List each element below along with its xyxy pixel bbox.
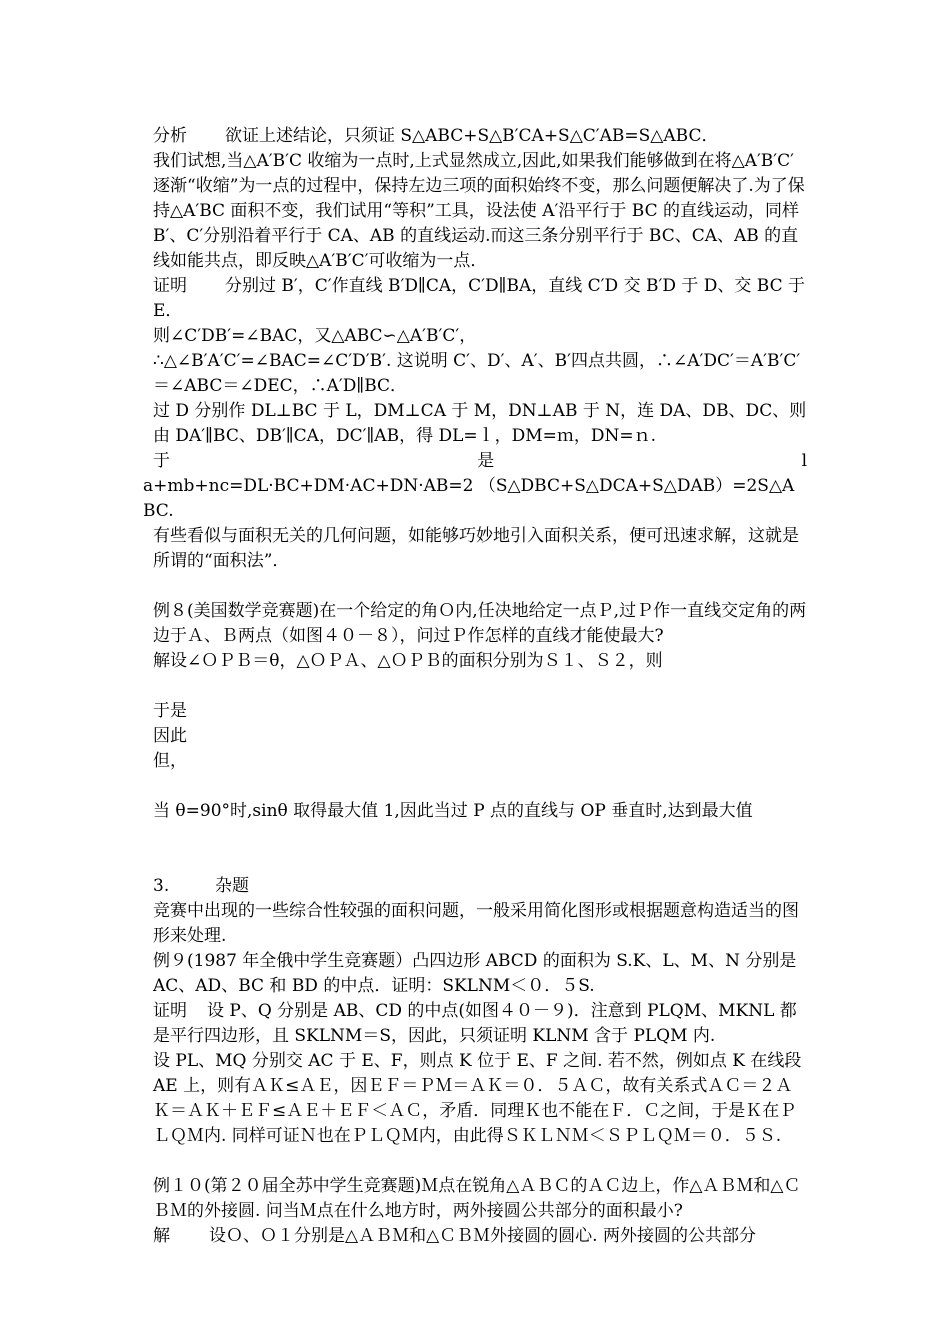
blank-line xyxy=(143,849,807,874)
word-yushi: 于是 xyxy=(153,701,187,721)
spread-word-1: 于 xyxy=(153,451,170,471)
example-9-paragraph: 例９(1987 年全俄中学生竞赛题）凸四边形 ABCD 的面积为 S.K、L、M、N 分别是 AC、AD、BC 和 BD 的中点．证明：SKLNM＜０．５S. xyxy=(153,951,797,996)
section-3-intro: 竞赛中出现的一些综合性较强的面积问题，一般采用简化图形或根据题意构造适当的图形来处理. xyxy=(153,901,799,946)
blank-line xyxy=(143,824,807,849)
document-body xyxy=(143,124,807,1249)
sum-line: a+mb+nc=DL·BC+DM·AC+DN·AB=2 （S△DBC+S△DCA+S△DAB）=2S△ABC. xyxy=(143,476,795,521)
perpendicular-paragraph: 过 D 分别作 DL⊥BC 于 L，DM⊥CA 于 M，DN⊥AB 于 N，连 DA、DB、DC、则由 DA′∥BC、DB′∥CA，DC′∥AB，得 DL=ｌ，DM=ｍ，DN=ｎ. xyxy=(153,401,807,446)
solution-10-paragraph xyxy=(143,1224,807,1249)
solution-10-label: 解 xyxy=(153,1226,170,1246)
then-line: 则∠C′DB′=∠BAC，又△ABC∽△A′B′C′， xyxy=(153,326,477,346)
spread-line xyxy=(143,449,807,474)
solution-10-text: 设Ｏ、Ｏ１分别是△ＡＢＭ和△ＣＢＭ外接圆的圆心. 两外接圆的公共部分 xyxy=(209,1226,756,1246)
section-3-heading xyxy=(143,874,807,899)
proof-9-label: 证明 xyxy=(153,1001,187,1021)
analysis-paragraph xyxy=(143,124,807,149)
word-dan: 但， xyxy=(153,751,187,771)
area-method-paragraph: 有些看似与面积无关的几何问题，如能够巧妙地引入面积关系，便可迅速求解，这就是所谓的“面积法”． xyxy=(153,526,799,571)
example-10-paragraph: 例１０(第２０届全苏中学生竞赛题)Ｍ点在锐角△ＡＢＣ的ＡＣ边上，作△ＡＢＭ和△ＣＢＭ的外接圆. 问当Ｍ点在什么地方时，两外接圆公共部分的面积最小? xyxy=(153,1176,801,1221)
spread-word-2: 是 xyxy=(477,451,495,471)
proof-text: 分别过 B′，C′作直线 B′D∥CA，C′D∥BA，直线 C′D 交 B′D 于 D、交 BC 于 E． xyxy=(153,276,806,321)
blank-line xyxy=(143,574,807,599)
blank-line xyxy=(143,774,807,799)
proof-9-text: 设 P、Q 分别是 AB、CD 的中点(如图４０－９)．注意到 PLQM、MKNL 都是平行四边形，且 SKLNM＝S，因此，只须证明 KLNM 含于 PLQM 内. xyxy=(153,1001,797,1046)
section-3-title: 杂题 xyxy=(215,876,249,896)
blank-line xyxy=(143,674,807,699)
example-8-solution: 解设∠ＯＰＢ＝θ，△ＯＰＡ、△ＯＰＢ的面积分别为Ｓ１、Ｓ２，则 xyxy=(153,651,663,671)
idea-paragraph: 我们试想,当△A′B′C 收缩为一点时,上式显然成立,因此,如果我们能够做到在将△A′B′C′逐渐“收缩”为一点的过程中，保持左边三项的面积始终不变，那么问题便解决了.为了保持△A′BC 面积不变，我们试用“等积”工具，设法使 A′沿平行于 BC 的直线运动，同样 B′、C′分别沿着平行于 CA、AB 的直线运动.而这三条分别平行于 BC、CA、AB 的直线如能共点，即反映△A′B′C′可收缩为一点． xyxy=(153,151,805,271)
example-8-paragraph: 例８(美国数学竞赛题)在一个给定的角Ｏ内,任决地给定一点Ｐ,过Ｐ作一直线交定角的两边于Ａ、Ｂ两点（如图４０－８），问过Ｐ作怎样的直线才能使最大? xyxy=(153,601,807,646)
proof-label: 证明 xyxy=(153,276,187,296)
analysis-text: 欲证上述结论，只须证 S△ABC+S△B′CA+S△C′AB=S△ABC． xyxy=(225,126,719,146)
spread-word-3: l xyxy=(801,451,807,471)
proof-9-paragraph xyxy=(143,999,807,1049)
analysis-label: 分析 xyxy=(153,126,187,146)
therefore-line: ∴△∠B′A′C′=∠BAC=∠C′D′B′. 这说明 C′、D′、A′、B′四点共圆，∴∠A′DC′＝A′B′C′＝∠ABC＝∠DEC，∴A′D∥BC． xyxy=(153,351,801,396)
proof-paragraph xyxy=(143,274,807,324)
proof-9-continued: 设 PL、MQ 分别交 AC 于 E、F，则点 K 位于 E、F 之间. 若不然，例如点 K 在线段 AE 上，则有ＡＫ≤ＡＥ，因ＥＦ＝ＰＭ＝ＡＫ＝０．５ＡＣ，故有关系式ＡＣ＝２ＡＫ＝ＡＫ＋ＥＦ≤ＡＥ＋ＥＦ＜ＡＣ，矛盾．同理Ｋ也不能在Ｆ．Ｃ之间，于是Ｋ在ＰＬＱＭ内. 同样可证Ｎ也在ＰＬＱＭ内，由此得ＳＫＬＮＭ＜ＳＰＬＱＭ＝０．５Ｓ. xyxy=(153,1051,802,1146)
word-yinci: 因此 xyxy=(153,726,187,746)
blank-line xyxy=(143,1149,807,1174)
section-3-number: 3. xyxy=(153,876,170,896)
theta-line: 当 θ=90°时,sinθ 取得最大值 1,因此当过 P 点的直线与 OP 垂直时,达到最大值 xyxy=(153,801,753,821)
